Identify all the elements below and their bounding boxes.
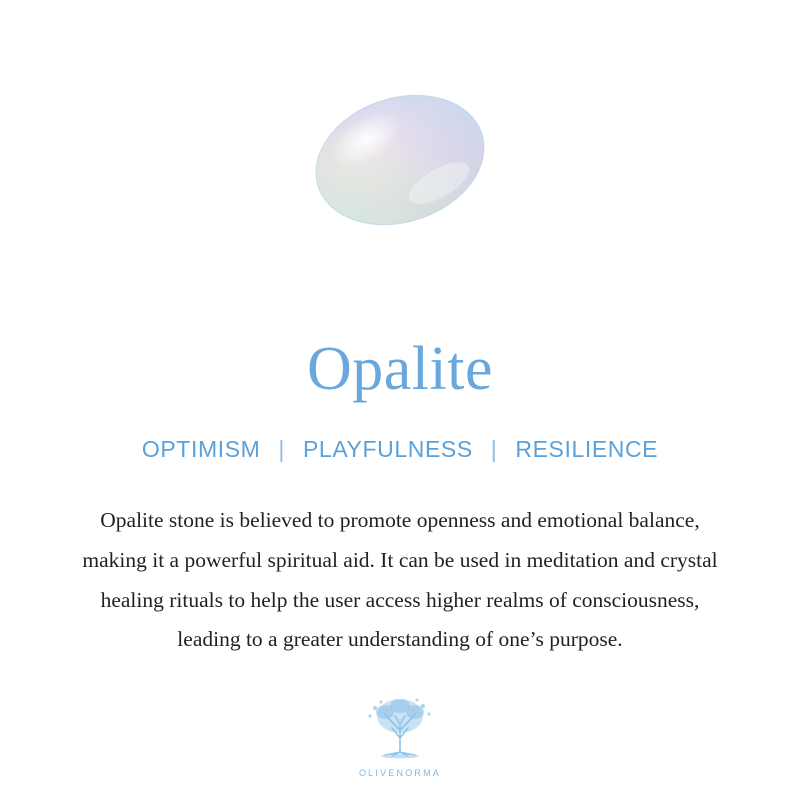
opalite-cabochon-stone-icon: [293, 66, 507, 255]
tree-of-life-logo-icon: [361, 694, 439, 766]
keyword-resilience: RESILIENCE: [515, 436, 659, 462]
page-title: Opalite: [307, 335, 493, 403]
keyword-separator: |: [278, 436, 285, 462]
description-line: healing rituals to help the user access higher realms of consciousness,: [100, 587, 700, 612]
keyword-list: [140, 436, 660, 463]
brand-name: OLIVENORMA: [358, 768, 441, 778]
description-line: making it a powerful spiritual aid. It can be used in meditation and crystal: [82, 547, 718, 572]
keyword-playfulness: PLAYFULNESS: [302, 436, 473, 462]
stone-image-container: [0, 10, 800, 310]
description-text: [20, 501, 780, 660]
brand-logo: [0, 694, 800, 778]
description-line: Opalite stone is believed to promote openness and emotional balance,: [100, 508, 700, 532]
keyword-separator: |: [490, 436, 498, 462]
keyword-optimism: OPTIMISM: [141, 436, 261, 462]
description-line: leading to a greater understanding of one’s purpose.: [177, 627, 623, 652]
